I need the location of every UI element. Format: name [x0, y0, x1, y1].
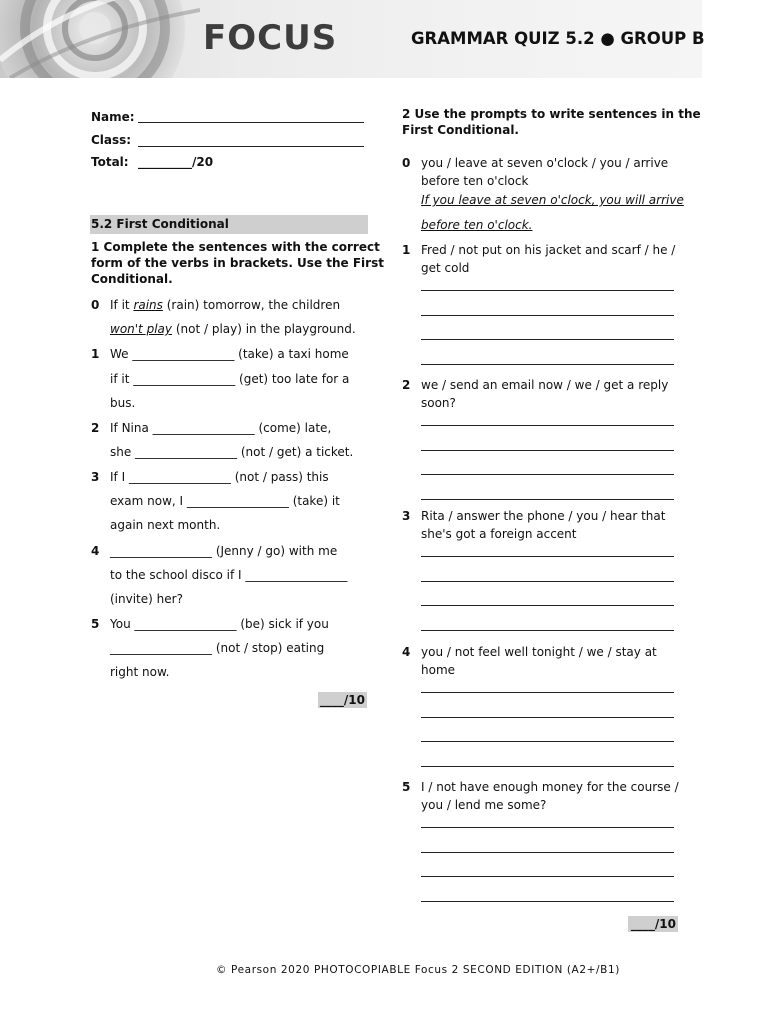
prompt-line: Rita / answer the phone / you / hear that: [421, 509, 666, 523]
answer-line[interactable]: [421, 339, 674, 340]
text-fragment: she _________________ (not / get) a ticket.: [110, 445, 354, 459]
exercise-line: [110, 297, 340, 313]
answer-line[interactable]: [421, 315, 674, 316]
answer-line[interactable]: [421, 581, 674, 582]
section2-score: ____/10: [628, 916, 678, 932]
exercise-line: [110, 567, 347, 583]
item-number: 2: [91, 421, 100, 435]
focus-logo-graphic: [0, 0, 200, 78]
example-answer: If you leave at seven o'clock, you will arrive: [421, 193, 684, 207]
answer-line[interactable]: [421, 827, 674, 828]
answer-line[interactable]: [421, 450, 674, 451]
total-value: _________/20: [138, 155, 214, 169]
item-number: 1: [91, 347, 100, 361]
exercise-line: [110, 493, 340, 509]
answer-line[interactable]: [421, 901, 674, 902]
text-fragment: right now.: [110, 665, 170, 679]
item-number: 3: [91, 470, 100, 484]
item-number: 4: [402, 645, 411, 659]
item-number: 1: [402, 243, 411, 257]
item-number: 5: [402, 780, 411, 794]
exercise-line: [110, 321, 356, 337]
section1-score: ____/10: [319, 693, 365, 707]
section1-instruction: form of the verbs in brackets. Use the First: [91, 256, 384, 270]
prompt-line: Fred / not put on his jacket and scarf / he /: [421, 243, 676, 257]
exercise-line: [110, 591, 183, 607]
name-label: Name:: [91, 110, 135, 124]
answer-line[interactable]: [421, 692, 674, 693]
prompt-line: we / send an email now / we / get a reply: [421, 378, 669, 392]
example-prompt: before ten o'clock: [421, 174, 529, 188]
exercise-line: [110, 371, 349, 387]
text-fragment: to the school disco if I _________________: [110, 568, 348, 582]
answer-line[interactable]: [421, 852, 674, 853]
answer-line[interactable]: [421, 499, 674, 500]
text-fragment: We _________________ (take) a taxi home: [110, 347, 349, 361]
text-fragment: bus.: [110, 396, 136, 410]
answer-line[interactable]: [421, 741, 674, 742]
answer-line[interactable]: [421, 717, 674, 718]
item-number: 3: [402, 509, 411, 523]
exercise-line: [110, 469, 329, 485]
text-fragment: If Nina _________________ (come) late,: [110, 421, 332, 435]
prompt-line: she's got a foreign accent: [421, 527, 577, 541]
example-prompt: you / leave at seven o'clock / you / arrive: [421, 156, 669, 170]
class-field[interactable]: [138, 146, 364, 147]
text-fragment: If it: [110, 298, 134, 312]
prompt-line: you / lend me some?: [421, 798, 547, 812]
quiz-title: GRAMMAR QUIZ 5.2 ● GROUP B: [411, 29, 705, 48]
text-fragment: If I _________________ (not / pass) this: [110, 470, 329, 484]
answer-line[interactable]: [421, 425, 674, 426]
prompt-line: home: [421, 663, 456, 677]
exercise-line: [110, 640, 324, 656]
item-number: 0: [402, 156, 411, 170]
prompt-line: soon?: [421, 396, 456, 410]
text-fragment: again next month.: [110, 518, 221, 532]
class-label: Class:: [91, 133, 132, 147]
section1-instruction: Conditional.: [91, 272, 173, 286]
exercise-line: [110, 616, 329, 632]
text-fragment: You _________________ (be) sick if you: [110, 617, 329, 631]
section-heading: 5.2 First Conditional: [91, 217, 229, 231]
text-fragment: if it _________________ (get) too late for a: [110, 372, 350, 386]
text-fragment: (rain) tomorrow, the children: [162, 298, 341, 312]
section1-instruction: 1 Complete the sentences with the correct: [91, 240, 380, 254]
prompt-line: I / not have enough money for the course /: [421, 780, 679, 794]
answer-line[interactable]: [421, 630, 674, 631]
exercise-line: [110, 543, 337, 559]
item-number: 4: [91, 544, 100, 558]
answer-line[interactable]: [421, 766, 674, 767]
answer-line[interactable]: [421, 876, 674, 877]
answer-line[interactable]: [421, 474, 674, 475]
item-number: 5: [91, 617, 100, 631]
text-fragment: exam now, I _________________ (take) it: [110, 494, 340, 508]
prompt-line: you / not feel well tonight / we / stay at: [421, 645, 657, 659]
answer-line[interactable]: [421, 290, 674, 291]
prompt-line: get cold: [421, 261, 470, 275]
exercise-line: [110, 664, 169, 680]
text-fragment: (invite) her?: [110, 592, 183, 606]
item-number: 0: [91, 298, 100, 312]
exercise-line: [110, 346, 349, 362]
exercise-line: [110, 420, 331, 436]
text-fragment: (not / play) in the playground.: [172, 322, 356, 336]
text-fragment: _________________ (not / stop) eating: [110, 641, 325, 655]
answer-line[interactable]: [421, 364, 674, 365]
text-fragment: _________________ (Jenny / go) with me: [110, 544, 338, 558]
exercise-line: [110, 395, 135, 411]
example-answer: rains: [133, 298, 163, 312]
exercise-line: [110, 517, 220, 533]
section2-instruction: First Conditional.: [402, 123, 519, 137]
total-label: Total:: [91, 155, 129, 169]
example-answer: before ten o'clock.: [421, 218, 533, 232]
focus-logo: FOCUS: [203, 18, 338, 58]
example-answer: won't play: [110, 322, 172, 336]
answer-line[interactable]: [421, 556, 674, 557]
item-number: 2: [402, 378, 411, 392]
answer-line[interactable]: [421, 605, 674, 606]
section2-instruction: 2 Use the prompts to write sentences in the: [402, 107, 701, 121]
exercise-line: [110, 444, 353, 460]
name-field[interactable]: [138, 122, 364, 123]
copyright-footer: © Pearson 2020 PHOTOCOPIABLE Focus 2 SECOND EDITION (A2+/B1): [216, 964, 620, 976]
